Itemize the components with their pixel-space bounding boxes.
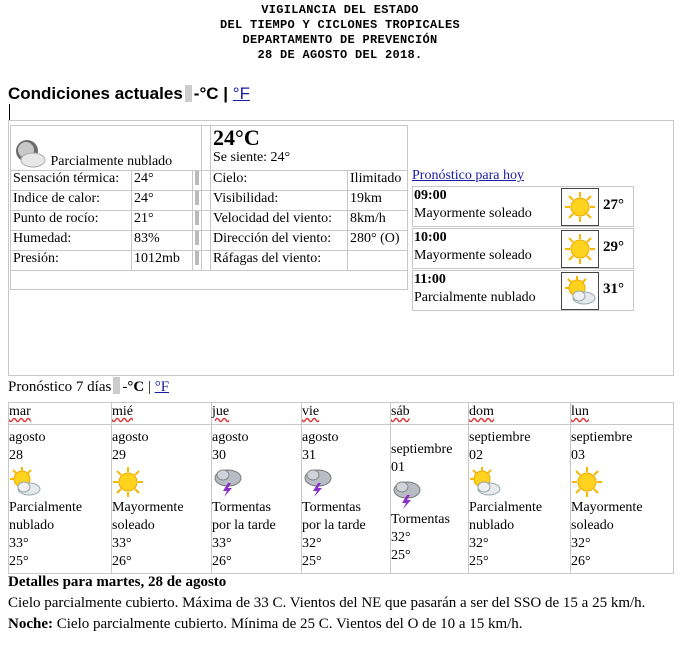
day-low: 25° [391,548,411,563]
day-name: dom [469,403,571,425]
day-forecast-column [468,403,571,573]
day-desc-2: por la tarde [212,518,276,533]
day-forecast-column [390,403,469,573]
day-forecast-column [9,403,111,573]
condition-label: Sensación térmica: [11,171,132,191]
text-cursor [9,104,10,120]
day-desc-2: nublado [9,518,55,533]
row-separator [193,211,202,231]
storm-icon [391,478,423,510]
condition-value: 24° [132,171,193,191]
hourly-desc: Mayormente soleado [414,248,532,263]
day-month: agosto [9,430,46,445]
current-conditions-table [10,125,408,290]
condition-label: Velocidad del viento: [211,211,348,231]
row-separator [193,231,202,251]
details-day-text: Cielo parcialmente cubierto. Máxima de 33 C. Vientos del NE que pasarán a ser del SSO de 15 a 25 km/h. [8,595,646,611]
condition-value: 280° (O) [348,231,408,251]
day-low: 26° [112,554,132,569]
condition-value: Ilimitado [348,171,408,191]
report-header [0,3,680,63]
row-separator [193,251,202,271]
unit-c-link[interactable]: °C [199,84,219,103]
condition-value: 24° [132,191,193,211]
day-desc-2: nublado [469,518,515,533]
day-date: 29 [112,448,126,463]
hourly-desc: Parcialmente nublado [414,290,536,305]
day-forecast-column [301,403,391,573]
partly-cloudy-icon [9,466,41,498]
condition-value: 8km/h [348,211,408,231]
day-desc-1: Tormentas [302,500,361,515]
day-month: agosto [112,430,149,445]
hourly-time: 10:00 [414,230,447,245]
unit-dash: - [193,84,200,103]
condition-value: 1012mb [132,251,193,271]
row-separator [193,191,202,211]
day-date: 01 [391,460,405,475]
day-desc-1: Tormentas [391,512,450,527]
day-month: septiembre [391,442,453,457]
storm-icon [302,466,334,498]
sun-icon [564,233,596,265]
current-temp: 24°C [213,125,260,150]
day-high: 33° [112,536,132,551]
day-low: 25° [302,554,322,569]
header-line-2: DEL TIEMPO Y CICLONES TROPICALES [219,18,461,32]
day-month: agosto [302,430,339,445]
condition-label: Indice de calor: [11,191,132,211]
header-line-1: VIGILANCIA DEL ESTADO [261,3,419,17]
details-section [8,572,672,635]
storm-icon [212,466,244,498]
week-title-text: Pronóstico 7 días [8,379,112,395]
condition-value [348,251,408,271]
day-desc-1: Parcialmente [9,500,83,515]
partly-cloudy-night-icon [13,137,47,169]
week-unit-c-link[interactable]: °C [127,379,145,395]
day-desc-2: soleado [112,518,155,533]
day-low: 25° [9,554,29,569]
day-low: 25° [469,554,489,569]
hourly-time: 11:00 [414,272,446,287]
hourly-desc: Mayormente soleado [414,206,532,221]
current-temp-cell [211,126,408,171]
week-unit-f-link[interactable]: °F [154,379,170,395]
day-month: agosto [212,430,249,445]
today-forecast-link[interactable]: Pronóstico para hoy [412,168,524,183]
day-date: 28 [9,448,23,463]
current-conditions-title [8,84,250,104]
day-high: 33° [212,536,232,551]
details-night [8,614,672,635]
today-forecast [412,166,634,312]
night-text: Cielo parcialmente cubierto. Mínima de 25 C. Vientos del O de 10 a 15 km/h. [56,616,523,632]
sun-icon [571,466,603,498]
day-desc-2: por la tarde [302,518,366,533]
condition-label: Visibilidad: [211,191,348,211]
day-high: 32° [302,536,322,551]
day-forecast-column [570,403,674,573]
header-line-4: 28 DE AGOSTO DEL 2018. [257,48,423,62]
feels-like: Se siente: 24° [213,150,291,165]
day-date: 30 [212,448,226,463]
week-forecast-table [8,402,674,574]
day-desc-1: Parcialmente [469,500,543,515]
current-condition-cell [11,126,202,171]
condition-label: Dirección del viento: [211,231,348,251]
day-desc-2: soleado [571,518,614,533]
day-name: mié [112,403,212,425]
day-high: 32° [391,530,411,545]
unit-pipe: | [223,84,229,103]
condition-label: Humedad: [11,231,132,251]
day-high: 32° [571,536,591,551]
day-date: 31 [302,448,316,463]
day-desc-1: Mayormente [571,500,643,515]
hourly-forecast-row [412,228,634,269]
hourly-temp: 29° [603,239,624,255]
week-forecast-title: Pronóstico 7 días -°C | °F [8,379,170,395]
day-name: mar [9,403,111,425]
current-condition-text: Parcialmente nublado [50,154,173,169]
header-line-3: DEPARTAMENTO DE PREVENCIÓN [242,33,438,47]
unit-separator [185,85,192,102]
hourly-forecast-row [412,270,634,311]
day-name: vie [302,403,391,425]
partly-cloudy-icon [564,275,596,307]
day-month: septiembre [469,430,531,445]
row-separator [193,171,202,191]
details-title: Detalles para martes, 28 de agosto [8,574,227,590]
condition-label: Presión: [11,251,132,271]
week-unit-separator [113,377,120,394]
day-low: 26° [571,554,591,569]
hourly-temp: 31° [603,281,624,297]
sun-icon [564,191,596,223]
condition-value: 83% [132,231,193,251]
day-name: sáb [391,403,469,425]
day-high: 32° [469,536,489,551]
day-high: 33° [9,536,29,551]
day-date: 02 [469,448,483,463]
day-name: lun [571,403,674,425]
current-title-text: Condiciones actuales [8,84,183,103]
hourly-forecast-row [412,186,634,227]
condition-value: 21° [132,211,193,231]
day-forecast-column [211,403,302,573]
sun-icon [112,466,144,498]
day-name: jue [212,403,302,425]
day-month: septiembre [571,430,633,445]
condition-label: Punto de rocío: [11,211,132,231]
condition-label: Ráfagas del viento: [211,251,348,271]
hourly-time: 09:00 [414,188,447,203]
day-date: 03 [571,448,585,463]
day-desc-1: Tormentas [212,500,271,515]
night-label: Noche: [8,616,53,632]
hourly-temp: 27° [603,197,624,213]
day-forecast-column [111,403,212,573]
condition-value: 19km [348,191,408,211]
partly-cloudy-icon [469,466,501,498]
condition-label: Cielo: [211,171,348,191]
day-desc-1: Mayormente [112,500,184,515]
unit-f-link[interactable]: °F [232,84,250,103]
week-unit-pipe: | [147,379,151,395]
day-low: 26° [212,554,232,569]
